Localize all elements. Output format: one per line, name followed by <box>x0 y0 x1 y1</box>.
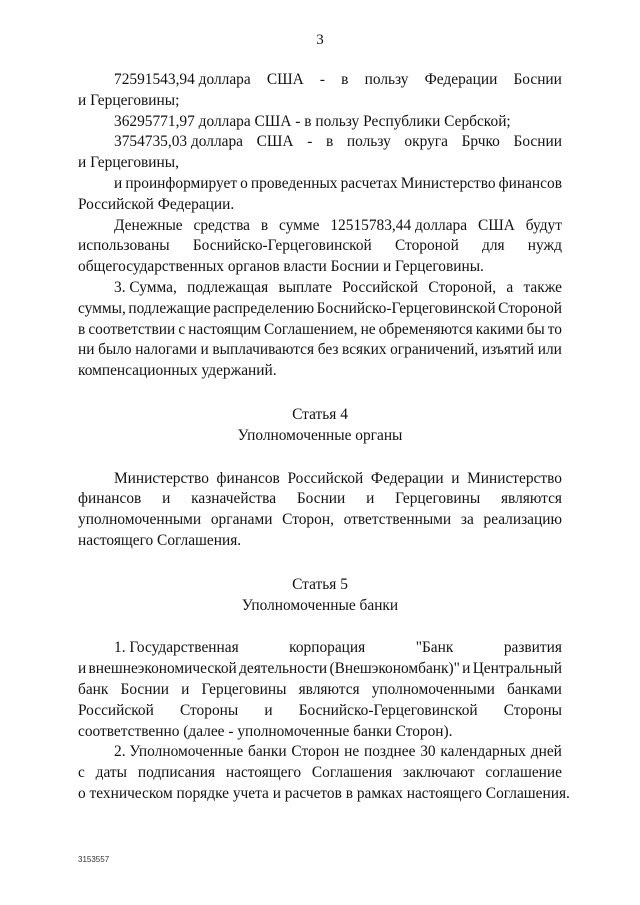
word: Сторон, <box>282 511 334 529</box>
word: то <box>547 320 562 338</box>
word: бы <box>526 320 545 338</box>
word: в <box>341 71 349 88</box>
word: 3. Сумма, <box>114 278 177 296</box>
word: для <box>482 237 505 255</box>
word: банк <box>78 680 109 698</box>
word: обременяются <box>378 320 473 338</box>
article-4-line-4: настоящего Соглашения. <box>78 531 242 549</box>
word: подлежащие <box>128 299 211 317</box>
page-number: 3 <box>316 32 324 48</box>
word: являются <box>500 490 562 508</box>
article-4-title: Уполномоченные органы <box>237 426 403 444</box>
article-4-line-3 <box>78 510 562 531</box>
word: подлежащая <box>187 278 269 296</box>
word: пользу <box>364 71 409 88</box>
word: Федерации <box>370 469 444 487</box>
document-code: 3153557 <box>78 855 110 864</box>
word: Брчко <box>461 133 500 151</box>
word: не <box>360 320 376 338</box>
word: Министерство <box>400 174 496 192</box>
word: в <box>260 216 269 234</box>
word: всяких <box>342 341 387 359</box>
payment-1-line-1 <box>78 70 562 91</box>
inform-line-1 <box>78 174 562 195</box>
word: налогами <box>135 341 197 359</box>
word: будут <box>525 216 562 234</box>
word: какими <box>475 320 524 338</box>
word: и <box>78 660 87 678</box>
clause-3-line-4 <box>78 340 562 361</box>
word: пользу <box>346 133 391 151</box>
word: было <box>98 341 132 359</box>
word: банки <box>248 743 287 761</box>
word: Стороной <box>498 299 562 317</box>
word: Герцеговины <box>395 490 481 508</box>
article-4-number: Статья 4 <box>292 405 348 423</box>
word: Министерство <box>467 469 562 487</box>
article-5-clause-1-line-4 <box>78 701 562 722</box>
word: ответственными <box>343 511 452 529</box>
word: ни <box>78 341 95 359</box>
word: заключают <box>403 764 475 782</box>
article-5-number: Статья 5 <box>292 575 348 593</box>
word: реализацию <box>483 511 562 529</box>
funds-line-3: общегосударственных органов власти Боснии и Герцеговины. <box>78 258 484 276</box>
word: деятельности <box>239 660 328 678</box>
word: 30 <box>420 743 436 761</box>
word: и <box>181 680 190 698</box>
word: календарных <box>440 743 526 761</box>
funds-line-2 <box>78 236 562 257</box>
word: Российской <box>287 469 364 487</box>
word: и <box>462 660 471 678</box>
word: 72591543,94 доллара <box>114 71 251 88</box>
word: (Внешэкономбанк)" <box>329 660 460 678</box>
word: 12515783,44 доллара <box>330 216 468 234</box>
word: в <box>78 320 86 338</box>
word: Боснийско-Герцеговинской <box>192 237 372 255</box>
word: развития <box>503 639 562 657</box>
word: и <box>366 490 375 508</box>
word: Российской <box>78 701 154 719</box>
article-5-clause-1-line-5: соответственно (далее - уполномоченные банки Сторон). <box>78 722 453 740</box>
word: выплачиваются <box>212 341 315 359</box>
article-4-line-1 <box>78 469 562 490</box>
word: - <box>319 71 326 88</box>
clause-3-line-1 <box>78 278 562 299</box>
word: изъятий <box>481 341 535 359</box>
article-5-clause-1-line-1 <box>78 638 562 659</box>
word: проведенных <box>250 174 338 192</box>
word: 1. Государственная <box>114 639 239 657</box>
word: Стороной <box>394 237 459 255</box>
word: сумме <box>279 216 320 234</box>
word: средства <box>193 216 250 234</box>
word: являются <box>298 680 360 698</box>
word: США <box>256 133 294 151</box>
word: также <box>523 278 562 296</box>
word: финансов <box>216 469 280 487</box>
word: корпорация <box>289 639 366 657</box>
word: распределению <box>213 299 315 317</box>
word: суммы, <box>78 299 126 317</box>
word: расчетах <box>340 174 398 192</box>
word: Боснийско-Герцеговинской <box>298 701 478 719</box>
word: банками <box>506 680 562 698</box>
word: Боснийско-Герцеговинской <box>316 299 496 317</box>
word: не <box>344 743 360 761</box>
inform-line-2: Российской Федерации. <box>78 195 235 213</box>
word: Боснии <box>513 71 562 88</box>
payment-2-line-1: 36295771,97 доллара США - в пользу Республики Сербской; <box>114 112 511 130</box>
word: подписания <box>137 764 216 782</box>
word: округа <box>404 133 448 151</box>
word: с <box>178 320 186 338</box>
word: Федерации <box>424 71 498 88</box>
word: финансов <box>498 174 562 192</box>
word: Герцеговины <box>201 680 287 698</box>
article-5-clause-1-line-2 <box>78 659 562 680</box>
word: Боснии <box>120 680 169 698</box>
word: Соглашением, <box>263 320 358 338</box>
word: и <box>264 701 273 719</box>
clause-3-line-2 <box>78 299 562 320</box>
article-5-clause-2-line-1 <box>78 742 562 763</box>
word: США <box>266 71 304 88</box>
clause-3-line-3 <box>78 320 562 341</box>
word: дней <box>530 743 562 761</box>
word: уполномоченными <box>78 511 202 529</box>
word: с <box>78 764 85 782</box>
word: и <box>200 341 209 359</box>
word: ограничений, <box>390 341 479 359</box>
word: соглашение <box>485 764 562 782</box>
word: выплате <box>278 278 332 296</box>
word: Стороной, <box>428 278 497 296</box>
word: органами <box>210 511 273 529</box>
article-5-title: Уполномоченные банки <box>241 596 399 614</box>
article-4-line-2 <box>78 489 562 510</box>
word: соответствии <box>88 320 176 338</box>
word: Центральный <box>472 660 562 678</box>
word: настоящего <box>225 764 302 782</box>
word: Министерство <box>114 469 209 487</box>
payment-3-line-1 <box>78 132 562 153</box>
word: Денежные <box>114 216 183 234</box>
word: Сторон <box>291 743 340 761</box>
word: проинформирует <box>125 174 238 192</box>
word: за <box>460 511 474 529</box>
word: казначейства <box>191 490 277 508</box>
word: уполномоченными <box>371 680 495 698</box>
document-body <box>78 70 570 805</box>
article-5-clause-2-line-3: о техническом порядке учета и расчетов в рамках настоящего Соглашения. <box>78 784 570 802</box>
word: даты <box>95 764 128 782</box>
word: Российской <box>342 278 419 296</box>
payment-3-line-2: и Герцеговины, <box>78 154 179 172</box>
word: нужд <box>527 237 562 255</box>
word: Соглашения <box>311 764 393 782</box>
word: и <box>114 174 123 192</box>
funds-line-1 <box>78 216 562 237</box>
word: и <box>451 469 460 487</box>
word: и <box>162 490 171 508</box>
word: - <box>307 133 313 151</box>
word: 3754735,03 доллара <box>114 133 243 151</box>
word: Стороны <box>503 701 562 719</box>
article-5-clause-1-line-3 <box>78 680 562 701</box>
word: Стороны <box>179 701 239 719</box>
word: или <box>537 341 562 359</box>
word: внешнеэкономической <box>88 660 237 678</box>
word: финансов <box>78 490 142 508</box>
word: Боснии <box>296 490 346 508</box>
payment-1-line-2: и Герцеговины; <box>78 91 180 109</box>
word: США <box>477 216 515 234</box>
clause-3-line-5: компенсационных удержаний. <box>78 362 277 380</box>
word: Боснии <box>513 133 562 151</box>
word: использованы <box>78 237 170 255</box>
word: а <box>506 278 514 296</box>
word: в <box>325 133 334 151</box>
article-5-clause-2-line-2 <box>78 763 562 784</box>
word: 2. Уполномоченные <box>114 743 244 761</box>
word: "Банк <box>415 639 454 657</box>
word: о <box>240 174 248 192</box>
word: настоящим <box>188 320 261 338</box>
word: позднее <box>363 743 416 761</box>
word: без <box>317 341 339 359</box>
